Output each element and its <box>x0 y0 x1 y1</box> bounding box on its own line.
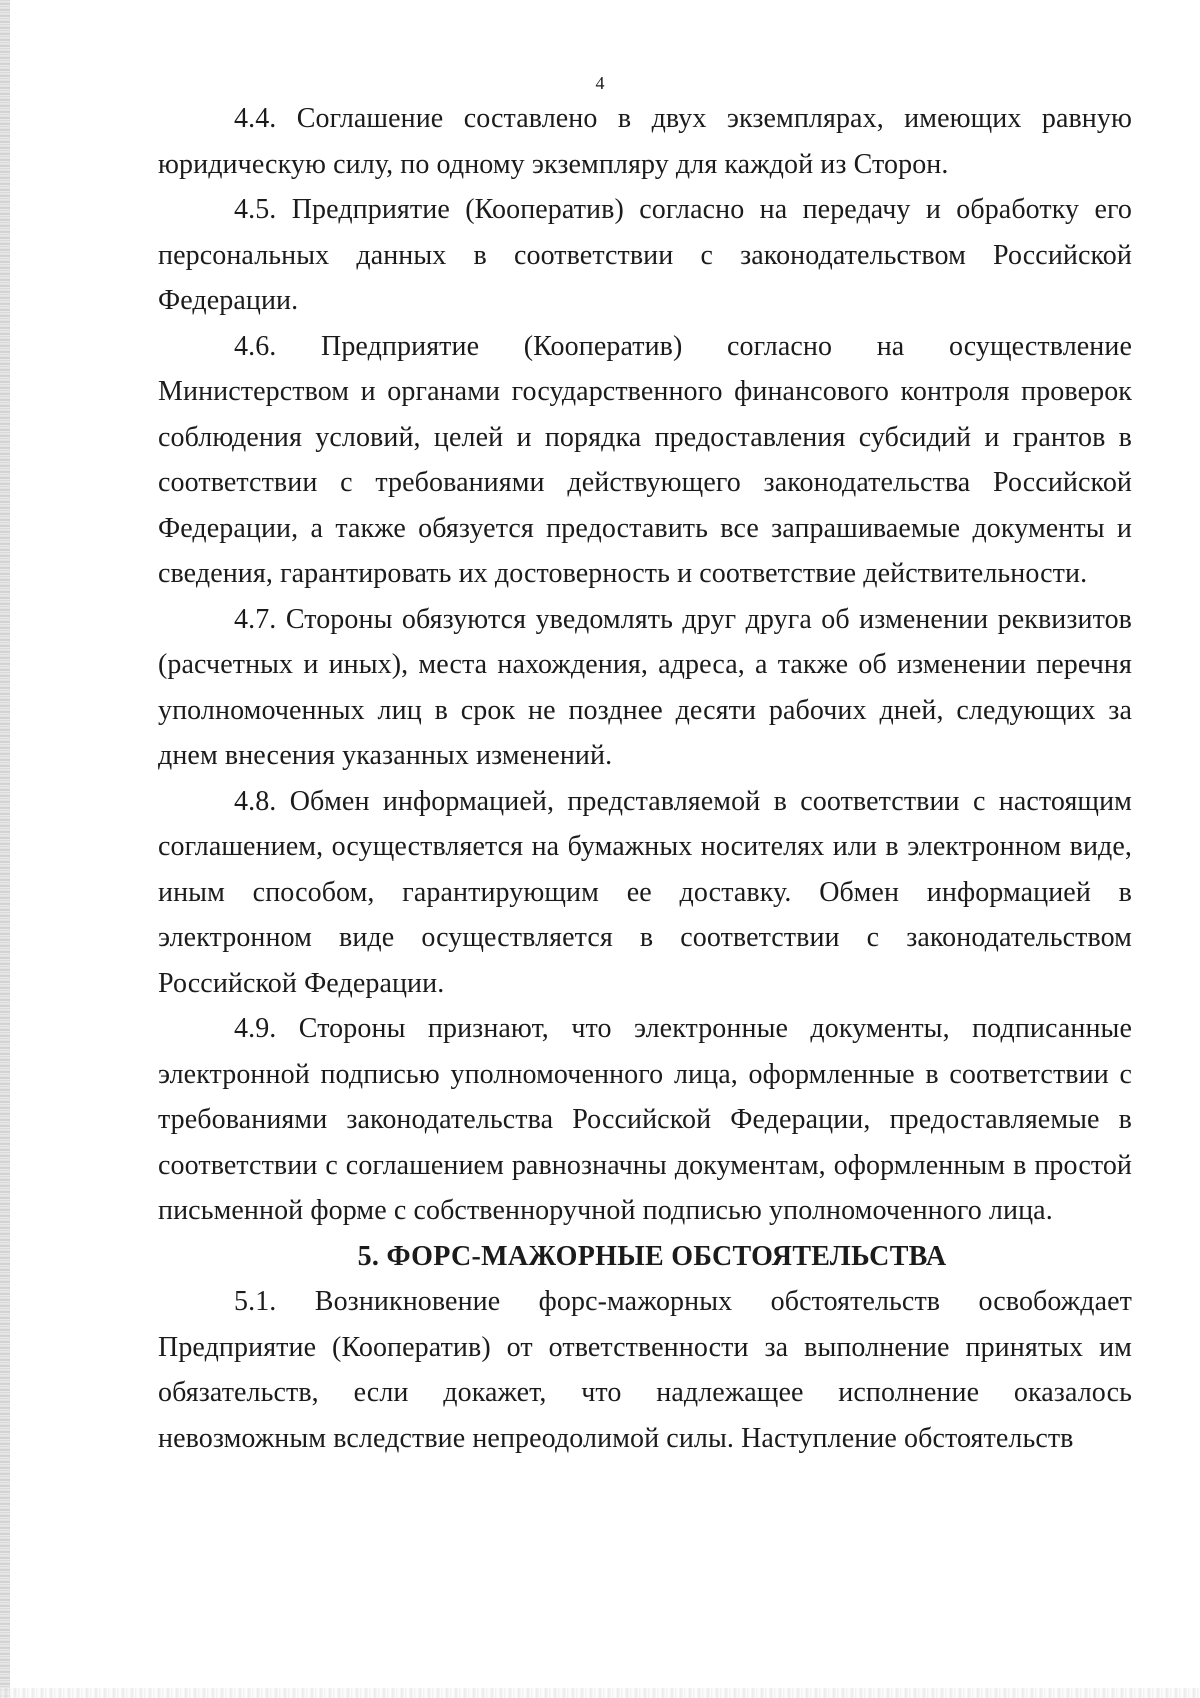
paragraph-4-6: 4.6. Предприятие (Кооператив) согласно на осуществление Министерством и органами государственного финансового контроля проверок соблюдения условий, целей и порядка предоставления субсидий и грантов в соответствии с требованиями действующего законодательства Российской Федерации, а также обязуется предоставить все запрашиваемые документы и сведения, гарантировать их достоверность и соответствие действительности. <box>158 330 1132 589</box>
section-heading-force-majeure: 5. ФОРС-МАЖОРНЫЕ ОБСТОЯТЕЛЬСТВА <box>357 1240 947 1272</box>
paragraph-5-1: 5.1. Возникновение форс-мажорных обстоятельств освобождает Предприятие (Кооператив) от ответственности за выполнение принятых им обязательств, если докажет, что надлежащее исполнение оказалось невозможным вследствие непреодолимой силы. Наступление обстоятельств <box>158 1286 1132 1454</box>
paragraph-4-7: 4.7. Стороны обязуются уведомлять друг друга об изменении реквизитов (расчетных и иных), места нахождения, адреса, а также об изменении перечня уполномоченных лиц в срок не позднее десяти рабочих дней, следующих за днем внесения указанных изменений. <box>158 603 1132 771</box>
paragraph-4-9: 4.9. Стороны признают, что электронные документы, подписанные электронной подписью уполномоченного лица, оформленные в соответствии с требованиями законодательства Российской Федерации, предоставляемые в соответствии с соглашением равнозначны документам, оформленным в простой письменной форме с собственноручной подписью уполномоченного лица. <box>158 1013 1132 1226</box>
paragraph-4-5: 4.5. Предприятие (Кооператив) согласно на передачу и обработку его персональных данных в соответствии с законодательством Российской Федерации. <box>158 194 1132 316</box>
scan-edge-shadow <box>0 0 10 1698</box>
paragraph-4-4: 4.4. Соглашение составлено в двух экземплярах, имеющих равную юридическую силу, по одному экземпляру для каждой из Сторон. <box>158 103 1132 180</box>
paragraph-4-8: 4.8. Обмен информацией, представляемой в соответствии с настоящим соглашением, осуществляется на бумажных носителях или в электронном виде, иным способом, гарантирующим ее доставку. Обмен информацией в электронном виде осуществляется в соответствии с законодательством Российской Федерации. <box>158 785 1132 999</box>
scan-bottom-edge <box>0 1688 1200 1698</box>
page-number: 4 <box>595 73 605 93</box>
document-body <box>158 96 1132 1461</box>
